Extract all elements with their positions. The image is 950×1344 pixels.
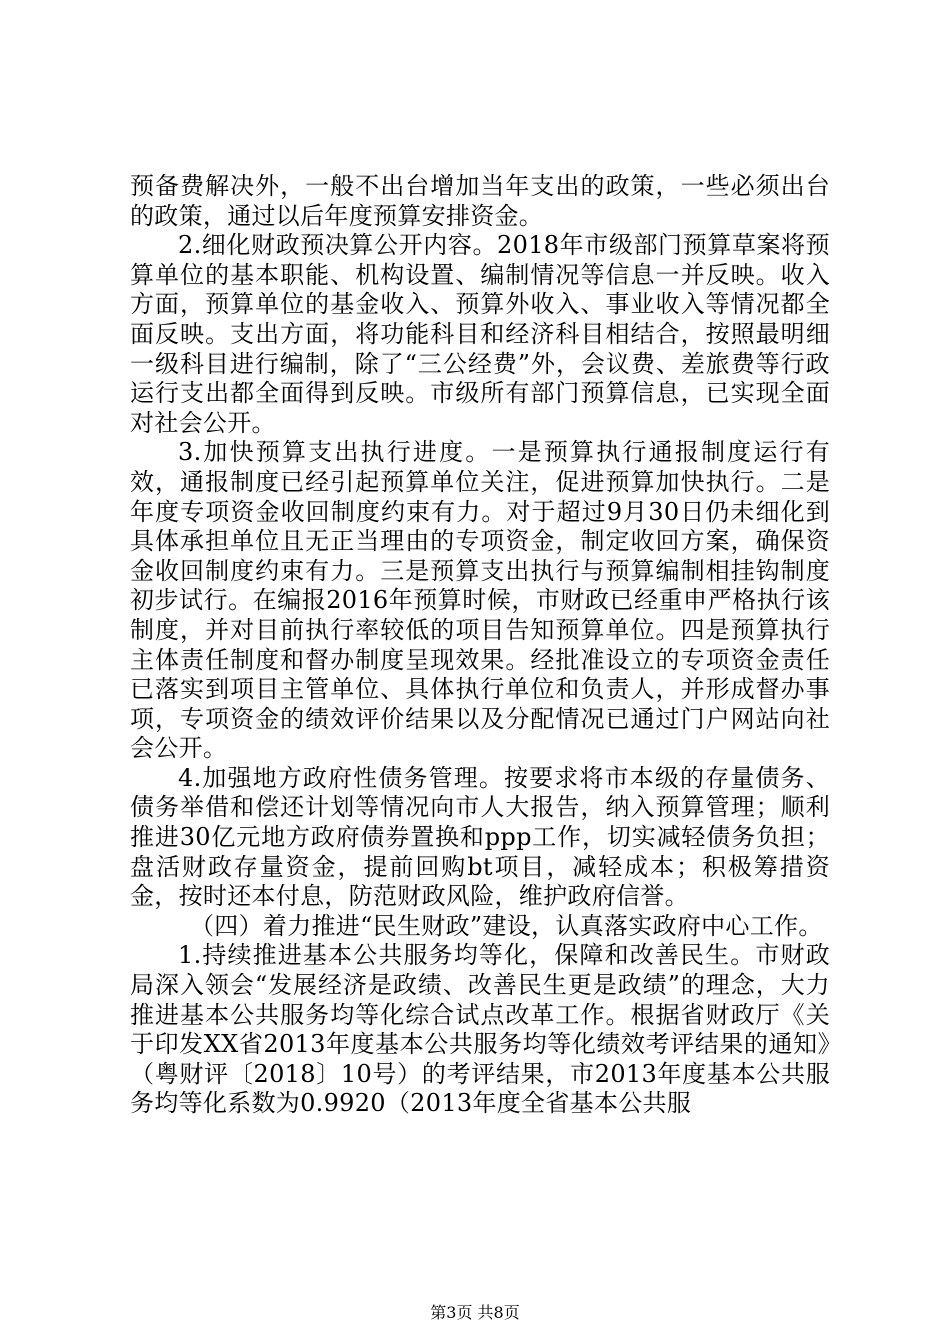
section-heading-4: （四）着力推进“民生财政”建设，认真落实政府中心工作。 — [190, 911, 823, 940]
paragraph-continuation: 预备费解决外，一般不出台增加当年支出的政策，一些必须出台的政策，通过以后年度预算安排资金。 — [130, 172, 830, 230]
paragraph-item-4: 4.加强地方政府性债务管理。按要求将市本级的存量债务、债务举借和偿还计划等情况向市人大报告，纳入预算管理；顺利推进30亿元地方政府债券置换和ppp工作，切实减轻债务负担；盘活财政存量资金，提前回购bt项目，减轻成本；积极筹措资金，按时还本付息，防范财政风险，维护政府信誉。 — [130, 763, 830, 911]
paragraph-item-3: 3.加快预算支出执行进度。一是预算执行通报制度运行有效，通报制度已经引起预算单位关注，促进预算加快执行。二是年度专项资金收回制度约束有力。对于超过9月30日仍未细化到具体承担单位且无正当理由的专项资金，制定收回方案，确保资金收回制度约束有力。三是预算支出执行与预算编制相挂钩制度初步试行。在编报2016年预算时候，市财政已经重申严格执行该制度，并对目前执行率较低的项目告知预算单位。四是预算执行主体责任制度和督办制度呈现效果。经批准设立的专项资金责任已落实到项目主管单位、具体执行单位和负责人，并形成督办事项，专项资金的绩效评价结果以及分配情况已通过门户网站向社会公开。 — [130, 438, 830, 763]
paragraph-item-2: 2.细化财政预决算公开内容。2018年市级部门预算草案将预算单位的基本职能、机构设置、编制情况等信息一并反映。收入方面，预算单位的基金收入、预算外收入、事业收入等情况都全面反映。支出方面，将功能科目和经济科目相结合，按照最明细一级科目进行编制，除了“三公经费”外，会议费、差旅费等行政运行支出都全面得到反映。市级所有部门预算信息，已实现全面对社会公开。 — [130, 231, 830, 437]
paragraph-item-1: 1.持续推进基本公共服务均等化，保障和改善民生。市财政局深入领会“发展经济是政绩、改善民生更是政绩”的理念，大力推进基本公共服务均等化综合试点改革工作。根据省财政厅《关于印发XX省2013年度基本公共服务均等化绩效考评结果的通知》（粤财评〔2018〕10号）的考评结果，市2013年度基本公共服务均等化系数为0.9920（2013年度全省基本公共服 — [130, 941, 830, 1118]
page-footer: 第3页 共8页 — [430, 1303, 520, 1322]
document-body — [130, 172, 830, 1119]
